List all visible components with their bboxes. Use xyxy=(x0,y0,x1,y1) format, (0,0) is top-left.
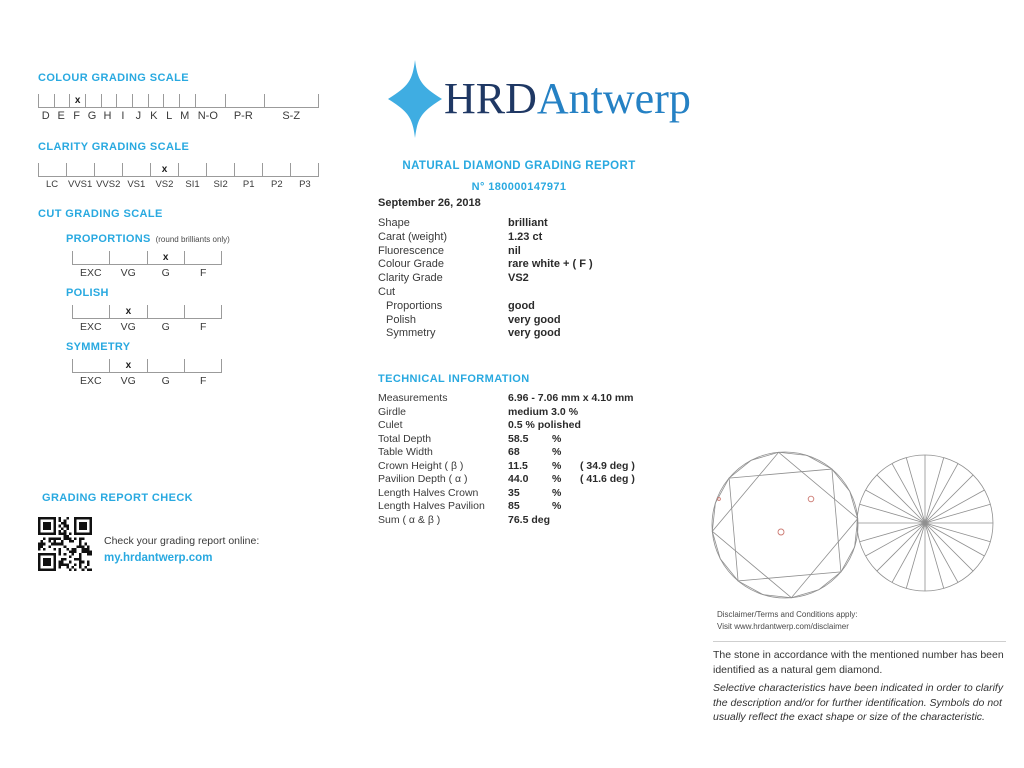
scale-cell xyxy=(38,163,66,176)
scale-cell xyxy=(66,163,94,176)
scale-label: K xyxy=(150,110,158,122)
scale-label: F xyxy=(200,321,207,333)
disclaimer-line-2: Visit www.hrdantwerp.com/disclaimer xyxy=(717,622,849,631)
scale-ruler xyxy=(38,163,319,177)
scale-label: P1 xyxy=(242,179,255,190)
scale-label: F xyxy=(200,267,207,279)
summary-row-label: Proportions xyxy=(386,299,443,312)
scale-label: L xyxy=(166,110,173,122)
scale-label: I xyxy=(121,110,125,122)
scale-cell xyxy=(147,359,184,372)
diamond-diagrams xyxy=(700,445,1020,615)
summary-row-value: 1.23 ct xyxy=(508,230,543,243)
technical-row-label: Pavilion Depth ( α ) xyxy=(378,473,468,485)
report-number: N° 180000147971 xyxy=(471,181,567,193)
summary-row-value: rare white + ( F ) xyxy=(508,258,593,271)
scale-cell xyxy=(262,163,290,176)
characteristics-paragraph: Selective characteristics have been indicated in order to clarify the description and/or for further identification. Symbols do not usually reflect the exact shape or size of the characteristic. xyxy=(713,682,1004,723)
summary-row-label: Clarity Grade xyxy=(378,272,443,285)
cut-section-label: POLISH xyxy=(66,287,109,299)
scale-cell xyxy=(225,94,264,107)
summary-row-value: very good xyxy=(508,327,561,340)
scale-label: VVS2 xyxy=(96,179,121,190)
scale-label: VS2 xyxy=(155,179,174,190)
scale-cell xyxy=(184,305,222,318)
technical-row xyxy=(378,500,678,514)
scale-label: G xyxy=(87,110,97,122)
scale-label: VG xyxy=(120,267,136,279)
qr-code-icon xyxy=(38,517,92,571)
scale-cell xyxy=(264,94,319,107)
scale-cell xyxy=(148,94,164,107)
scale-cell xyxy=(122,163,150,176)
scale-cell xyxy=(234,163,262,176)
scale-label: EXC xyxy=(79,321,102,333)
logo-wordmark xyxy=(444,74,691,123)
technical-row xyxy=(378,487,678,501)
identification-paragraph: The stone in accordance with the mentioned number has been identified as a natural gem diamond. xyxy=(713,649,1004,676)
colour-grading-scale xyxy=(38,72,319,122)
scale-label: M xyxy=(180,110,190,122)
technical-row-label: Length Halves Pavilion xyxy=(378,500,485,512)
technical-row-label: Girdle xyxy=(378,405,407,418)
report-check-url[interactable]: my.hrdantwerp.com xyxy=(104,552,213,564)
scale-label: F xyxy=(73,110,80,122)
scale-labels xyxy=(38,179,319,190)
scale-cell xyxy=(184,359,222,372)
scale-ruler xyxy=(72,305,222,319)
report-date: September 26, 2018 xyxy=(378,197,481,209)
scale-label: G xyxy=(161,375,170,387)
summary-row xyxy=(378,286,668,300)
scale-cell xyxy=(109,251,146,264)
clarity-scale-title: CLARITY GRADING SCALE xyxy=(38,141,190,153)
scale-label: G xyxy=(161,321,170,333)
summary-row-label: Carat (weight) xyxy=(378,230,448,243)
grade-x-mark: x xyxy=(74,95,81,106)
scale-cell xyxy=(178,163,206,176)
technical-row xyxy=(378,473,678,487)
summary-row xyxy=(378,258,668,272)
scale-cell xyxy=(147,251,184,264)
scale-cell xyxy=(109,305,146,318)
scale-label: F xyxy=(200,375,207,387)
scale-label: P2 xyxy=(270,179,283,190)
sparkle-star-icon xyxy=(388,60,442,138)
technical-row-unit: % xyxy=(552,473,562,485)
scale-label: SI2 xyxy=(213,179,228,190)
report-check-text: Check your grading report online: xyxy=(104,535,260,547)
scale-cell xyxy=(163,94,179,107)
summary-row-label: Fluorescence xyxy=(378,244,445,257)
scale-label: VVS1 xyxy=(67,179,93,190)
technical-row-value: 35 xyxy=(508,486,520,499)
cut-section-title-symmetry xyxy=(66,341,319,353)
scale-ruler xyxy=(38,94,319,108)
technical-row-value: 76.5 deg xyxy=(508,513,551,526)
technical-row xyxy=(378,419,678,433)
technical-row-label: Total Depth xyxy=(378,432,432,445)
technical-row-unit: % xyxy=(552,500,562,512)
report-title: NATURAL DIAMOND GRADING REPORT xyxy=(402,160,636,172)
technical-row xyxy=(378,406,678,420)
technical-row xyxy=(378,392,678,406)
scale-label: EXC xyxy=(79,375,102,387)
scale-cell xyxy=(38,94,54,107)
scale-cell xyxy=(184,251,222,264)
summary-row-value: good xyxy=(508,299,535,312)
grade-x-mark: x xyxy=(125,306,132,317)
technical-row-label: Culet xyxy=(378,419,403,431)
scale-cell xyxy=(150,163,178,176)
technical-row xyxy=(378,446,678,460)
scale-label: LC xyxy=(45,179,59,190)
summary-row-label: Colour Grade xyxy=(378,258,445,271)
scale-label: P3 xyxy=(299,179,311,190)
summary-row-label: Polish xyxy=(386,313,416,326)
summary-row xyxy=(378,300,668,314)
technical-row-value: 58.5 xyxy=(508,432,529,445)
cut-section-label: PROPORTIONS xyxy=(66,233,151,245)
scale-ruler xyxy=(72,359,222,373)
technical-table xyxy=(378,392,678,527)
summary-row-label: Symmetry xyxy=(386,327,436,340)
scale-cell xyxy=(72,251,109,264)
scale-label: H xyxy=(103,110,112,122)
grade-x-mark: x xyxy=(125,360,132,371)
cut-section-title-proportions xyxy=(66,233,319,245)
scale-cell xyxy=(85,94,101,107)
scale-cell xyxy=(69,94,85,107)
cut-section-scale xyxy=(72,251,222,279)
scale-ruler xyxy=(72,251,222,265)
technical-row-unit: % xyxy=(552,459,562,472)
scale-labels xyxy=(72,375,222,387)
technical-row-extra: ( 41.6 deg ) xyxy=(580,473,635,485)
technical-row-value: 68 xyxy=(508,446,520,458)
logo-antwerp-text: Antwerp xyxy=(536,74,691,123)
cut-section-note: (round brilliants only) xyxy=(155,235,230,244)
technical-row-unit: % xyxy=(552,432,562,445)
scale-label: D xyxy=(41,110,50,122)
technical-row-value: 85 xyxy=(508,500,520,512)
scale-label: N-O xyxy=(197,110,218,122)
scale-cell xyxy=(195,94,225,107)
technical-row xyxy=(378,433,678,447)
scale-cell xyxy=(109,359,146,372)
technical-row-label: Length Halves Crown xyxy=(378,486,479,499)
scale-cell xyxy=(101,94,117,107)
cut-section-label: SYMMETRY xyxy=(66,341,131,353)
scale-label: VS1 xyxy=(127,179,146,190)
clarity-grading-scale xyxy=(38,141,319,190)
summary-row-value: brilliant xyxy=(508,217,548,229)
scale-labels xyxy=(72,321,222,333)
summary-row-value: very good xyxy=(508,313,561,326)
cut-grading-scale xyxy=(38,208,319,387)
disclaimer-line-1: Disclaimer/Terms and Conditions apply: xyxy=(717,610,858,619)
cut-scale-sections xyxy=(38,233,319,387)
scale-label: E xyxy=(57,110,65,122)
technical-row-value: 11.5 xyxy=(508,459,528,472)
scale-cell xyxy=(72,359,109,372)
technical-row xyxy=(378,514,678,528)
report-check-title: GRADING REPORT CHECK xyxy=(42,492,194,504)
technical-row-unit: % xyxy=(552,486,562,499)
summary-row xyxy=(378,314,668,328)
scale-label: VG xyxy=(120,321,136,333)
scale-cell xyxy=(206,163,234,176)
scale-cell xyxy=(132,94,148,107)
summary-row xyxy=(378,217,668,231)
colour-scale-ruler xyxy=(38,94,319,122)
grade-x-mark: x xyxy=(161,164,168,175)
scale-labels xyxy=(72,267,222,279)
summary-row xyxy=(378,231,668,245)
logo-hrd-text: HRD xyxy=(444,74,537,123)
cut-section-scale xyxy=(72,305,222,333)
scale-cell xyxy=(72,305,109,318)
cut-scale-title: CUT GRADING SCALE xyxy=(38,208,163,220)
scale-label: G xyxy=(161,267,170,279)
technical-row-value: medium 3.0 % xyxy=(508,405,579,418)
summary-row-value: VS2 xyxy=(508,272,529,285)
summary-row-label: Shape xyxy=(378,217,410,229)
scale-cell xyxy=(179,94,195,107)
summary-row-value: nil xyxy=(508,244,521,257)
grade-x-mark: x xyxy=(162,252,169,263)
technical-row-value: 44.0 xyxy=(508,473,529,485)
technical-row-value: 0.5 % polished xyxy=(508,419,581,431)
scale-label: S-Z xyxy=(282,110,301,122)
scale-cell xyxy=(54,94,70,107)
scale-cell xyxy=(290,163,319,176)
summary-row xyxy=(378,327,668,341)
scale-label: P-R xyxy=(233,110,253,122)
technical-row-value: 6.96 - 7.06 mm x 4.10 mm xyxy=(508,392,634,404)
cut-section-title-polish xyxy=(66,287,319,299)
scale-cell xyxy=(147,305,184,318)
scale-cell xyxy=(94,163,122,176)
technical-row-label: Table Width xyxy=(378,446,433,458)
scale-labels xyxy=(38,110,319,122)
technical-row-label: Crown Height ( β ) xyxy=(378,459,464,472)
technical-row-extra: ( 34.9 deg ) xyxy=(580,459,635,472)
summary-row xyxy=(378,245,668,259)
cut-section-scale xyxy=(72,359,222,387)
technical-title: TECHNICAL INFORMATION xyxy=(378,373,530,385)
scale-label: SI1 xyxy=(185,179,200,190)
technical-row-label: Measurements xyxy=(378,392,448,404)
scale-label: VG xyxy=(120,375,136,387)
clarity-scale-ruler xyxy=(38,163,319,190)
scale-label: EXC xyxy=(79,267,102,279)
hrd-antwerp-logo xyxy=(388,60,691,138)
summary-table xyxy=(378,217,668,341)
footer-divider xyxy=(713,641,1006,642)
technical-row xyxy=(378,460,678,474)
summary-row xyxy=(378,272,668,286)
colour-scale-title: COLOUR GRADING SCALE xyxy=(38,72,189,84)
scale-cell xyxy=(116,94,132,107)
technical-row-label: Sum ( α & β ) xyxy=(378,513,441,526)
scale-label: J xyxy=(135,110,142,122)
technical-row-unit: % xyxy=(552,446,562,458)
summary-row-label: Cut xyxy=(378,285,396,298)
